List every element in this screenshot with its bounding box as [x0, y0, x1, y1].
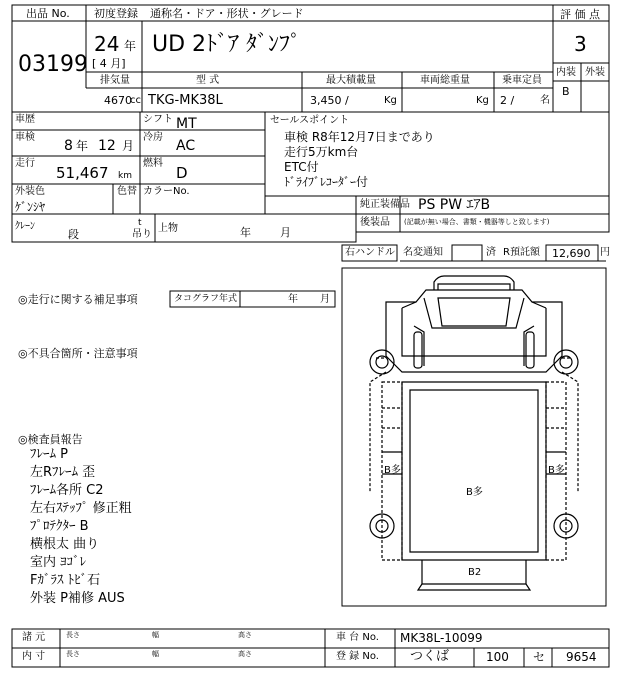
vehicle-name: UD 2ﾄﾞｱ ﾀﾞﾝﾌﾟ	[152, 32, 302, 57]
sales-point-line: ﾄﾞﾗｲﾌﾞﾚｺｰﾀﾞｰ付	[284, 175, 369, 189]
mileage-label: 走行	[15, 158, 35, 169]
interior-label: 内装	[556, 67, 576, 78]
genuine-label: 純正装備品	[360, 199, 410, 210]
crane-label: ｸﾚｰﾝ	[15, 221, 35, 232]
exterior-color-label: 外装色	[15, 186, 45, 197]
report-line: 室内 ﾖｺﾞﾚ	[30, 555, 87, 570]
aftermarket-note: (記載が無い場合、書類・機器等しと致します)	[404, 218, 550, 226]
sales-point-line: 車検 R8年12月7日まであり	[284, 130, 435, 144]
name-label: 通称名・ドア・形状・グレード	[150, 7, 304, 20]
deposit-prefix: 済	[486, 247, 496, 258]
report-line: ﾌﾚｰﾑ各所 C2	[30, 483, 104, 498]
exterior-color: ｹﾞﾝｼﾔ	[15, 200, 46, 214]
right-side-mark: B多	[548, 465, 565, 476]
interior-grade: B	[562, 85, 570, 98]
cargo-bed	[402, 382, 546, 560]
aftermarket-label: 後装品	[360, 217, 390, 228]
deposit-value: 12,690	[552, 247, 591, 260]
color-no-label: 色替	[117, 186, 137, 197]
genuine-equipment: PS PW ｴｱB	[418, 197, 491, 213]
shift-value: MT	[176, 116, 197, 132]
capacity: 2 /	[500, 94, 515, 107]
left-side-mark: B多	[384, 465, 401, 476]
shift-label: シフト	[143, 114, 173, 125]
model-label: 型 式	[196, 75, 220, 86]
fuel-label: 燃料	[143, 158, 163, 169]
crane-month-unit: 月	[280, 226, 291, 239]
model: TKG-MK38L	[148, 93, 223, 108]
reg-number: 9654	[566, 650, 597, 664]
rear-mark: B2	[468, 567, 482, 578]
truck-diagram	[342, 268, 606, 606]
deposit-unit: 円	[600, 247, 610, 258]
history-label: 車歴	[15, 114, 35, 125]
tacho-year-unit: 年	[288, 294, 298, 305]
report-line: 左右ｽﾃｯﾌﾟ 修正粗	[30, 501, 132, 516]
displacement-label: 排気量	[100, 75, 130, 86]
sales-point-line: 走行5万km台	[284, 145, 359, 159]
windshield-shape	[438, 298, 510, 326]
first-reg-month: [ 4 月]	[92, 57, 126, 70]
color-code-label: カラーNo.	[143, 186, 190, 197]
upper-label: 上物	[158, 223, 178, 234]
crane-hang: 吊り	[132, 229, 152, 240]
fuel-value: D	[176, 164, 188, 182]
right-handle: 右ハンドル	[345, 247, 395, 258]
score-label: 評 価 点	[560, 8, 600, 21]
tachograph-label: タコグラフ年式	[174, 294, 238, 304]
tacho-month-unit: 月	[320, 294, 330, 305]
year-unit: 年	[124, 39, 137, 53]
sales-points-label: セールスポイント	[270, 115, 350, 126]
front-right-wheel	[554, 350, 578, 374]
chassis-number: MK38L-10099	[400, 631, 483, 645]
report-line: ﾌﾟﾛﾃｸﾀｰ B	[30, 519, 89, 534]
interior-length-label: 長さ	[66, 650, 80, 658]
lot-label: 出品 No.	[26, 7, 70, 20]
deposit-label: R預託額	[503, 247, 540, 258]
first-reg-label: 初度登録	[94, 7, 138, 20]
inspection-label: 車検	[15, 132, 35, 143]
mileage-value: 51,467	[56, 164, 109, 182]
dims-length-label: 長さ	[66, 631, 80, 639]
inspector-report-heading: ◎検査員報告	[18, 433, 83, 446]
dims-height-label: 高さ	[238, 631, 252, 639]
mileage-unit: km	[118, 171, 132, 181]
crane-stage: 段	[68, 228, 79, 241]
bed-mark: B多	[466, 487, 483, 498]
capacity-unit: 名	[540, 95, 550, 106]
name-change-label: 名変通知	[403, 247, 443, 258]
front-left-wheel	[370, 350, 394, 374]
interior-dims-label: 内 寸	[22, 651, 46, 662]
exterior-label: 外装	[585, 67, 605, 78]
first-reg-year: 24	[94, 32, 120, 56]
max-load-unit: Kg	[384, 95, 397, 106]
displacement-unit: cc	[130, 95, 141, 106]
report-line: 横根太 曲り	[30, 537, 100, 552]
cab-outline	[386, 290, 562, 372]
report-line: 左Rﾌﾚｰﾑ 歪	[30, 465, 96, 480]
defects-heading: ◎不具合箇所・注意事項	[18, 347, 138, 360]
inspection-month: 12	[98, 138, 116, 154]
dims-label: 諸 元	[22, 632, 46, 643]
score: 3	[574, 32, 587, 56]
gross-unit: Kg	[476, 95, 489, 106]
lot-number: 03199	[18, 52, 88, 77]
dims-width-label: 幅	[152, 631, 159, 639]
reg-label: 登 録 No.	[336, 651, 379, 662]
reg-kana: セ	[533, 650, 546, 664]
max-load-label: 最大積載量	[326, 75, 376, 86]
front-bumper-shape	[434, 276, 514, 290]
sales-point-line: ETC付	[284, 160, 319, 174]
inspection-year-unit: 年	[76, 139, 89, 153]
aircon-value: AC	[176, 138, 196, 154]
report-line: Fｶﾞﾗｽ ﾄﾋﾞ石	[30, 573, 101, 588]
chassis-label: 車 台 No.	[336, 632, 379, 643]
aircon-label: 冷房	[143, 132, 163, 143]
driving-supplement-heading: ◎走行に関する補足事項	[18, 293, 138, 306]
crane-year-unit: 年	[240, 226, 251, 239]
displacement: 4670	[104, 94, 132, 107]
gross-weight-label: 車両総重量	[420, 75, 470, 86]
crane-tons: t	[138, 218, 142, 228]
inspection-month-unit: 月	[122, 139, 135, 153]
inspection-year: 8	[64, 138, 73, 154]
capacity-label: 乗車定員	[502, 75, 542, 86]
interior-width-label: 幅	[152, 650, 159, 658]
max-load: 3,450 /	[310, 94, 349, 107]
interior-height-label: 高さ	[238, 650, 252, 658]
report-line: ﾌﾚｰﾑ P	[30, 447, 68, 462]
reg-class: 100	[486, 650, 509, 664]
reg-area: つくば	[410, 649, 450, 664]
report-line: 外装 P補修 AUS	[30, 591, 125, 606]
